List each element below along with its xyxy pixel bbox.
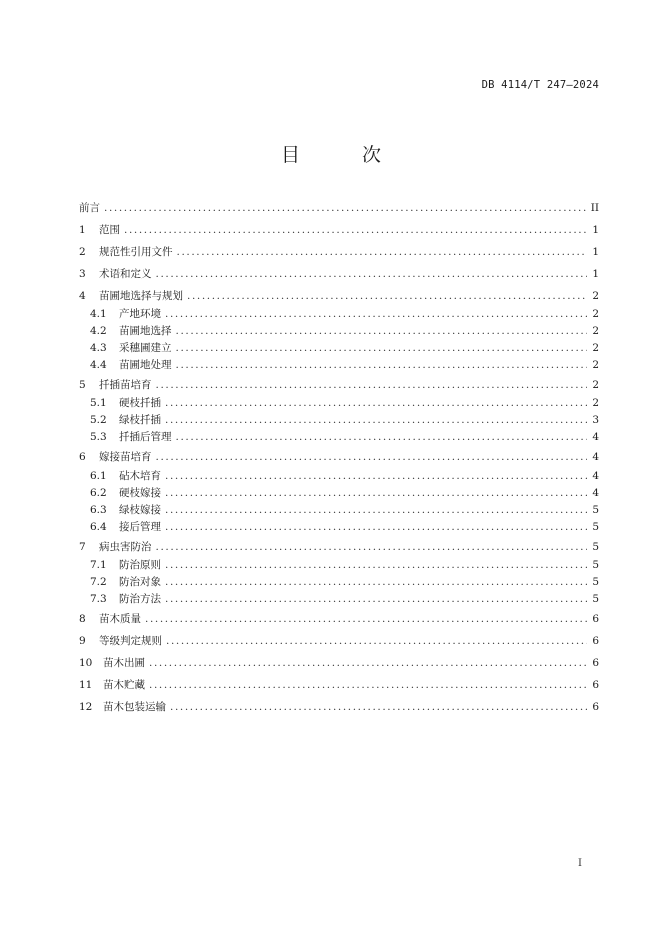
toc-entry[interactable] (79, 611, 599, 627)
dot-leader (166, 633, 587, 649)
dot-leader (165, 502, 587, 518)
toc-entry-number: 5.3 (90, 431, 107, 443)
toc-entry-title: 采穗圃建立 (119, 342, 172, 354)
toc-entry[interactable] (79, 539, 599, 555)
dot-leader (165, 412, 587, 428)
toc-entry-title: 苗木贮藏 (103, 679, 145, 691)
dot-leader (165, 395, 587, 411)
toc-entry-number: 8 (79, 613, 86, 625)
toc-entry-page: II (590, 202, 599, 214)
toc-entry-page: 4 (592, 451, 599, 463)
toc-entry-page: 2 (592, 359, 599, 371)
toc-entry-title: 接后管理 (119, 521, 161, 533)
toc-entry-page: 6 (592, 679, 599, 691)
toc-entry[interactable] (90, 502, 599, 518)
dot-leader (165, 591, 587, 607)
toc-entry-page: 2 (592, 342, 599, 354)
toc-entry[interactable] (90, 395, 599, 411)
toc-entry-page: 4 (592, 487, 599, 499)
dot-leader (187, 288, 587, 304)
toc-entry-number: 5 (79, 379, 86, 391)
toc-entry-number: 3 (79, 268, 86, 280)
toc-entry[interactable] (79, 633, 599, 649)
toc-entry-page: 6 (592, 657, 599, 669)
toc-entry-number: 2 (79, 246, 86, 258)
toc-entry[interactable] (79, 377, 599, 393)
toc-entry-title: 术语和定义 (99, 268, 152, 280)
toc-entry[interactable] (79, 266, 599, 282)
toc-entry-number: 6.3 (90, 504, 107, 516)
toc-entry-title: 防治原则 (119, 559, 161, 571)
dot-leader (176, 323, 588, 339)
toc-entry-title: 砧木培育 (119, 470, 161, 482)
toc-entry-page: 4 (592, 470, 599, 482)
toc-entry-page: 5 (592, 504, 599, 516)
toc-entry-number: 11 (79, 679, 93, 691)
toc-entry-title: 防治对象 (119, 576, 161, 588)
toc-entry-title: 绿枝扦插 (119, 414, 161, 426)
toc-entry-number: 7.2 (90, 576, 107, 588)
toc-entry-title: 苗圃地处理 (119, 359, 172, 371)
dot-leader (165, 306, 587, 322)
toc-entry-number: 1 (79, 224, 86, 236)
toc-entry[interactable] (79, 222, 599, 238)
toc-entry-title: 前言 (79, 202, 100, 214)
dot-leader (176, 340, 588, 356)
toc-entry-title: 硬枝扦插 (119, 397, 161, 409)
toc-entry[interactable] (79, 655, 599, 671)
toc-entry-number: 5.1 (90, 397, 107, 409)
dot-leader (170, 699, 587, 715)
dot-leader (145, 611, 587, 627)
toc-entry-number: 12 (79, 701, 93, 713)
toc-entry-title: 病虫害防治 (99, 541, 152, 553)
toc-entry-number: 7.1 (90, 559, 107, 571)
toc-entry-page: 5 (592, 576, 599, 588)
toc-entry[interactable] (90, 519, 599, 535)
toc-entry[interactable] (79, 288, 599, 304)
toc-entry-number: 5.2 (90, 414, 107, 426)
dot-leader (156, 539, 588, 555)
toc-entry-title: 苗木包装运输 (103, 701, 166, 713)
toc-entry-title: 苗木质量 (99, 613, 141, 625)
dot-leader (177, 244, 588, 260)
toc-entry[interactable] (90, 485, 599, 501)
dot-leader (149, 677, 587, 693)
toc-entry-number: 4.1 (90, 308, 107, 320)
toc-entry-number: 4.4 (90, 359, 107, 371)
toc-entry[interactable] (90, 412, 599, 428)
dot-leader (176, 429, 588, 445)
toc-entry-number: 6.4 (90, 521, 107, 533)
document-code: DB 4114/T 247—2024 (481, 79, 599, 91)
toc-entry-number: 4.3 (90, 342, 107, 354)
toc-entry-page: 2 (592, 379, 599, 391)
toc-entry-page: 1 (592, 224, 599, 236)
toc-entry-page: 2 (592, 397, 599, 409)
toc-entry-page: 5 (592, 559, 599, 571)
toc-entry-title: 防治方法 (119, 593, 161, 605)
page-title: 目 次 (280, 144, 410, 166)
toc-entry-title: 产地环境 (119, 308, 161, 320)
toc-entry[interactable] (79, 699, 599, 715)
toc-entry-page: 6 (592, 701, 599, 713)
dot-leader (165, 485, 587, 501)
toc-entry-page: 5 (592, 593, 599, 605)
toc-entry-number: 4 (79, 290, 86, 302)
toc-entry-page: 6 (592, 613, 599, 625)
toc-entry-title: 硬枝嫁接 (119, 487, 161, 499)
toc-entry-page: 1 (592, 246, 599, 258)
toc-entry-title: 扦插苗培育 (99, 379, 152, 391)
toc-entry-number: 9 (79, 635, 86, 647)
toc-entry-number: 4.2 (90, 325, 107, 337)
dot-leader (156, 449, 588, 465)
dot-leader (124, 222, 587, 238)
dot-leader (165, 468, 587, 484)
toc-entry[interactable] (90, 323, 599, 339)
toc-entry-page: 2 (592, 325, 599, 337)
toc-entry-title: 苗木出圃 (103, 657, 145, 669)
toc-entry[interactable] (79, 677, 599, 693)
toc-entry[interactable] (79, 244, 599, 260)
page-number: I (578, 858, 582, 869)
toc-entry-page: 3 (592, 414, 599, 426)
toc-entry-title: 扦插后管理 (119, 431, 172, 443)
toc-entry-page: 1 (592, 268, 599, 280)
toc-entry[interactable] (90, 357, 599, 373)
toc-entry-page: 2 (592, 290, 599, 302)
toc-entry[interactable] (90, 340, 599, 356)
dot-leader (149, 655, 587, 671)
toc-entry-page: 4 (592, 431, 599, 443)
toc-entry-page: 5 (592, 541, 599, 553)
toc-entry-title: 苗圃地选择 (119, 325, 172, 337)
dot-leader (104, 200, 587, 216)
toc-entry[interactable] (90, 429, 599, 445)
toc-entry-page: 2 (592, 308, 599, 320)
toc-entry-page: 6 (592, 635, 599, 647)
toc-entry-number: 7.3 (90, 593, 107, 605)
dot-leader (165, 557, 587, 573)
dot-leader (156, 377, 588, 393)
toc-entry-number: 7 (79, 541, 86, 553)
toc-entry[interactable] (90, 306, 599, 322)
toc-entry-page: 5 (592, 521, 599, 533)
toc-entry-title: 范围 (99, 224, 120, 236)
dot-leader (176, 357, 588, 373)
toc-entry[interactable] (90, 591, 599, 607)
dot-leader (165, 519, 587, 535)
toc-entry-number: 10 (79, 657, 93, 669)
toc-entry-number: 6 (79, 451, 86, 463)
toc-entry-title: 规范性引用文件 (99, 246, 173, 258)
toc-entry-title: 等级判定规则 (99, 635, 162, 647)
toc-entry-number: 6.2 (90, 487, 107, 499)
toc-entry-title: 嫁接苗培育 (99, 451, 152, 463)
toc-entry[interactable] (90, 468, 599, 484)
toc-entry[interactable] (79, 449, 599, 465)
dot-leader (165, 574, 587, 590)
toc-entry-number: 6.1 (90, 470, 107, 482)
toc-entry[interactable] (90, 574, 599, 590)
dot-leader (156, 266, 588, 282)
toc-entry-title: 苗圃地选择与规划 (99, 290, 183, 302)
toc-entry[interactable] (79, 200, 599, 216)
toc-entry[interactable] (90, 557, 599, 573)
toc-entry-title: 绿枝嫁接 (119, 504, 161, 516)
